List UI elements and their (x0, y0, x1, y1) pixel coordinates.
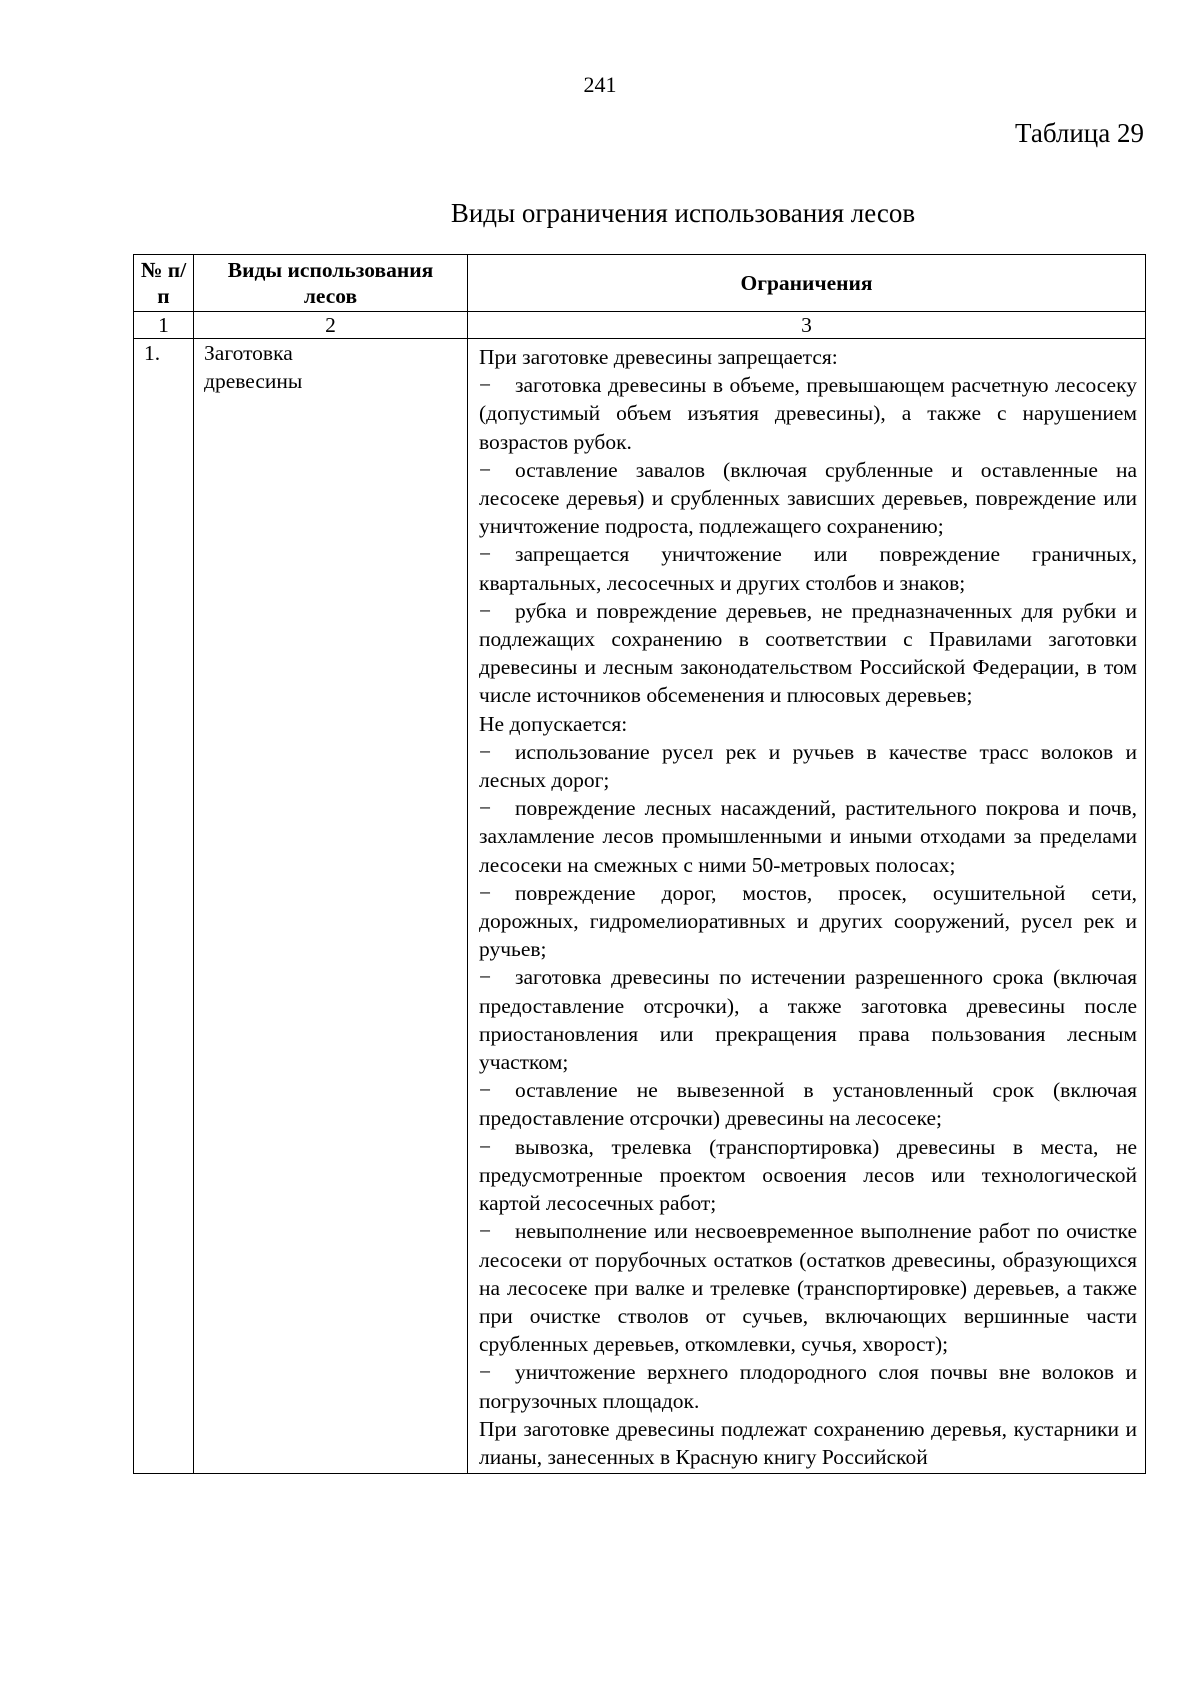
bullet-dash: − (479, 542, 492, 567)
restriction-text: повреждение лесных насаждений, растительного покрова и почв, захламление лесов промышленными и иными отходами за пределами лесосеки на смежных с ними 50-метровых полосах; (479, 796, 1137, 877)
bullet-dash: − (479, 373, 492, 398)
restriction-bullet (479, 597, 1137, 710)
restriction-paragraph (479, 1415, 1137, 1471)
page-number: 241 (583, 72, 617, 97)
restriction-text: Не допускается: (479, 711, 628, 736)
restriction-bullet (479, 456, 1137, 541)
bullet-dash: − (479, 1078, 492, 1103)
bullet-dash: − (479, 1134, 492, 1159)
bullet-dash: − (479, 796, 492, 821)
document-title (0, 198, 1200, 229)
bullet-dash: − (479, 1360, 492, 1385)
restriction-text: вывозка, трелевка (транспортировка) древесины в места, не предусмотренные проектом освоения лесов или технологической картой лесосечных работ; (479, 1134, 1137, 1216)
restriction-text: запрещается уничтожение или повреждение граничных, квартальных, лесосечных и других столбов и знаков; (479, 542, 1137, 595)
column-number: 2 (194, 312, 468, 339)
bullet-dash: − (479, 457, 492, 482)
restriction-bullet (479, 963, 1137, 1076)
restriction-bullet (479, 1133, 1137, 1218)
restrictions-table (133, 254, 1146, 1474)
row-number: 1. (134, 339, 194, 1474)
table-row (134, 339, 1146, 1474)
bullet-dash: − (479, 880, 492, 905)
document-title-text: Виды ограничения использования лесов (450, 198, 916, 228)
restriction-text: невыполнение или несвоевременное выполнение работ по очистке лесосеки от порубочных остатков (остатков древесины, образующихся на лесосеке при валке и трелевке (транспортировке) деревьев, а также при очистке стволов от сучьев, включающих вершинные части срубленных деревьев, откомлевки, сучья, хворост); (479, 1219, 1137, 1357)
restriction-text: заготовка древесины по истечении разрешенного срока (включая предоставление отсрочки), а также заготовка древесины после приостановления или прекращения права пользования лесным участком; (479, 965, 1137, 1075)
restriction-text: оставление завалов (включая срубленные и оставленные на лесосеке деревья) и срубленных зависших деревьев, повреждение или уничтожение подроста, подлежащего сохранению; (479, 457, 1137, 539)
restriction-text: рубка и повреждение деревьев, не предназначенных для рубки и подлежащих сохранению в соответствии с Правилами заготовки древесины и лесным законодательством Российской Федерации, в том числе источников обсеменения и плюсовых деревьев; (479, 598, 1137, 708)
bullet-dash: − (479, 598, 492, 623)
restriction-bullet (479, 794, 1137, 879)
column-numbers-row (134, 312, 1146, 339)
header-num: № п/п (134, 255, 194, 312)
restriction-text: заготовка древесины в объеме, превышающем расчетную лесосеку (допустимый объем изъятия древесины), а также с нарушением возрастов рубок. (479, 373, 1137, 454)
bullet-dash: − (479, 965, 492, 990)
bullet-dash: − (479, 739, 492, 764)
restriction-bullet (479, 371, 1137, 456)
restriction-bullet (479, 738, 1137, 794)
restriction-text: оставление не вывезенной в установленный срок (включая предоставление отсрочки) древесины на лесосеке; (479, 1078, 1137, 1131)
bullet-dash: − (479, 1219, 492, 1244)
restriction-text: повреждение дорог, мостов, просек, осушительной сети, дорожных, гидромелиоративных и других сооружений, русел рек и ручьев; (479, 880, 1137, 962)
restriction-text: При заготовке древесины запрещается: (479, 345, 838, 369)
restriction-bullet (479, 1217, 1137, 1358)
restriction-bullet (479, 1358, 1137, 1414)
restriction-text: использование русел рек и ручьев в качестве трасс волоков и лесных дорог; (479, 739, 1137, 793)
restriction-text: уничтожение верхнего плодородного слоя почвы вне волоков и погрузочных площадок. (479, 1360, 1137, 1413)
restriction-bullet (479, 1076, 1137, 1132)
restriction-bullet (479, 879, 1137, 964)
restriction-text: При заготовке древесины подлежат сохранению деревья, кустарники и лианы, занесенных в Красную книгу Российской (479, 1416, 1137, 1469)
column-number: 1 (134, 312, 194, 339)
header-restrictions: Ограничения (468, 255, 1146, 312)
row-kind-text: Заготовка древесины (204, 341, 303, 394)
table-header-row (134, 255, 1146, 312)
restriction-paragraph (479, 710, 1137, 738)
restriction-bullet (479, 540, 1137, 596)
restriction-paragraph (479, 343, 1137, 371)
table-label: Таблица 29 (1015, 118, 1144, 148)
column-number: 3 (468, 312, 1146, 339)
row-restrictions (468, 339, 1146, 1474)
header-kind: Виды использования лесов (194, 255, 468, 312)
row-kind (194, 339, 468, 1474)
